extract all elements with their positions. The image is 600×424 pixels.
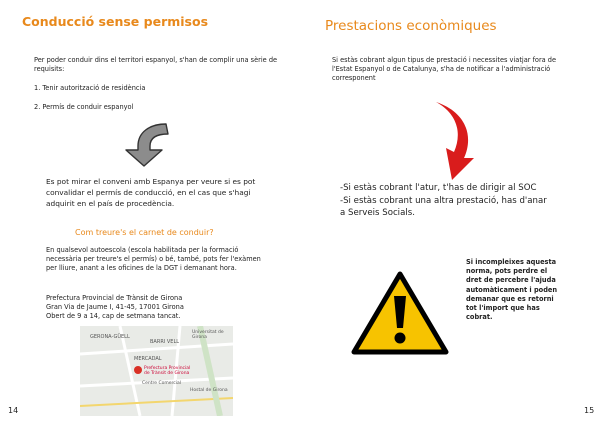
requirement-item: 1. Tenir autorització de residència <box>34 84 146 92</box>
location-map[interactable] <box>80 326 233 416</box>
map-label: MERCADAL <box>134 356 162 362</box>
map-label: Centre Comercial <box>142 381 182 386</box>
map-label: BARRI VELL <box>150 339 180 345</box>
benefits-notice: Si estàs cobrant algun tipus de prestació i necessites viatjar fora de l'Estat Espanyol o de Catalunya, s'ha de notificar a l'administració corresponent <box>332 56 557 83</box>
warning-text: Si incompleixes aquesta norma, pots perdre el dret de percebre l'ajuda automàticament i poden demanar que es retorni tot l'import que has cobrat. <box>466 258 558 322</box>
page-number-right: 15 <box>584 406 595 415</box>
office-address: Gran Via de Jaume I, 41-45, 17001 Girona <box>46 303 184 311</box>
map-label: Universitat de Girona <box>192 330 224 340</box>
office-name: Prefectura Provincial de Trànsit de Girona <box>46 294 183 302</box>
page-number-left: 14 <box>8 406 19 415</box>
map-label: Prefectura Provincial de Trànsit de Girona <box>144 366 191 376</box>
warning-icon <box>350 270 450 356</box>
office-hours: Obert de 9 a 14, cap de setmana tancat. <box>46 312 181 320</box>
arrow-down-red-icon <box>430 100 478 182</box>
arrow-down-icon <box>116 120 172 168</box>
requirement-item: 2. Permís de conduir espanyol <box>34 103 134 111</box>
benefit-line-social-services: -Si estàs cobrant una altra prestació, has d'anar a Serveis Socials. <box>340 196 547 219</box>
left-page-title: Conducció sense permisos <box>22 14 209 29</box>
map-label: Hostal de Girona <box>190 388 228 393</box>
how-text: En qualsevol autoescola (escola habilitada per la formació necessària per treure's el permís) o bé, també, pots fer l'exàmen per lliure, anant a les oficines de la DGT i demanant hora. <box>46 246 261 273</box>
how-subtitle: Com treure's el carnet de conduir? <box>75 228 214 237</box>
right-page-title: Prestacions econòmiques <box>325 18 497 34</box>
convention-text: Es pot mirar el conveni amb Espanya per veure si es pot convalidar el permís de conducció, en el cas que s'hagi adquirit en el país de procedència. <box>46 177 256 208</box>
benefit-line-unemployment: -Si estàs cobrant l'atur, t'has de dirigir al SOC <box>340 183 537 193</box>
requirements-intro: Per poder conduir dins el territori espanyol, s'han de complir una sèrie de requisits: <box>34 56 278 74</box>
map-label: GERONA-GÜELL <box>90 334 130 340</box>
